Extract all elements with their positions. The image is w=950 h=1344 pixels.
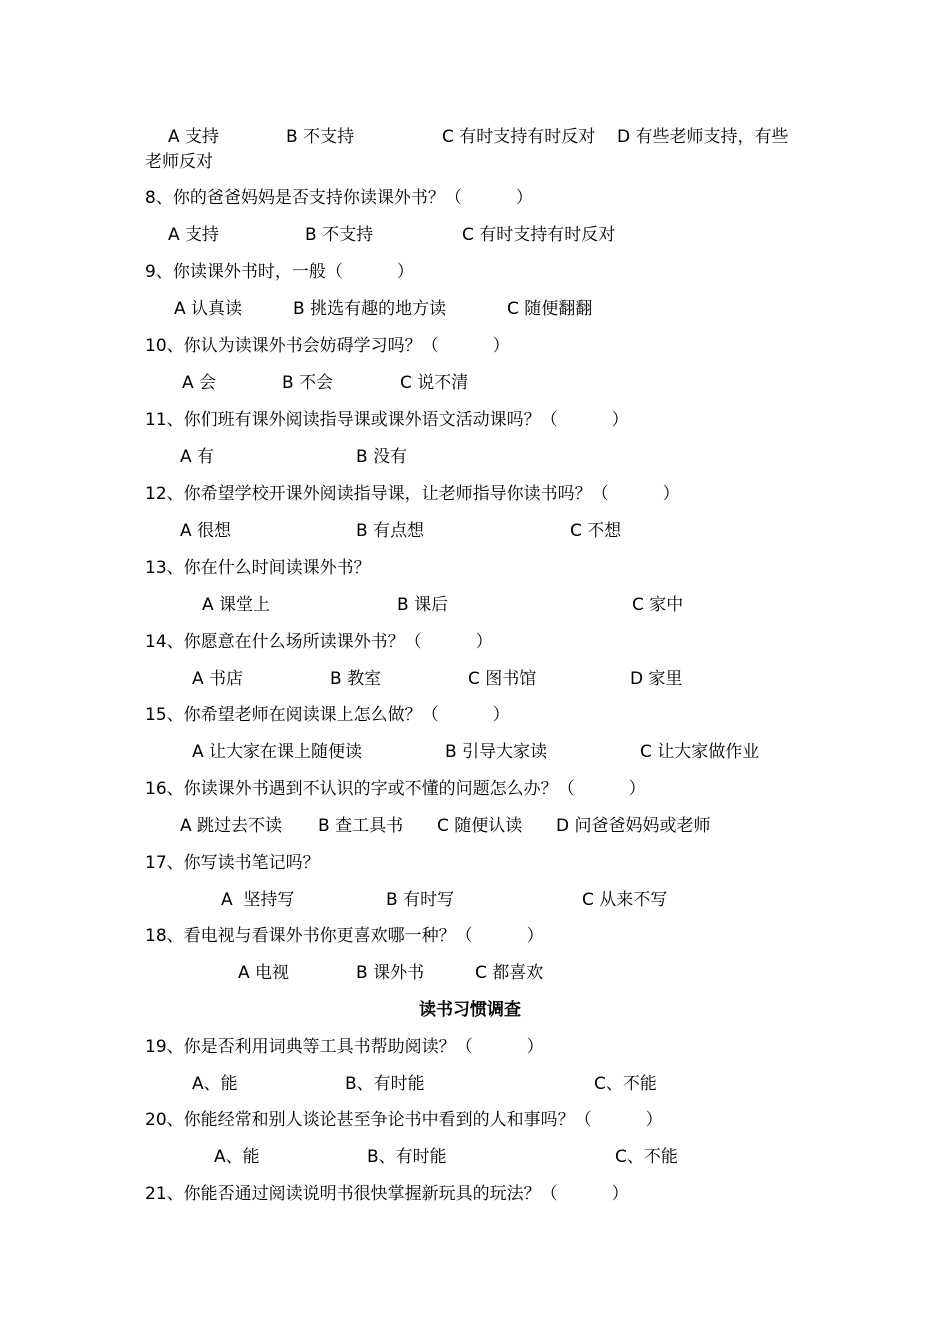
q19-option-a: A、能 — [192, 1074, 238, 1094]
q19-option-c: C、不能 — [594, 1074, 657, 1094]
q10-option-c: C 说不清 — [400, 373, 469, 393]
q7-option-a: A 支持 — [168, 127, 220, 147]
question-18: 18、看电视与看课外书你更喜欢哪一种？（ ） — [145, 926, 544, 946]
q13-option-a: A 课堂上 — [202, 595, 271, 615]
q16-option-c: C 随便认读 — [437, 816, 523, 836]
q15-option-c: C 让大家做作业 — [640, 742, 760, 762]
q13-option-b: B 课后 — [397, 595, 449, 615]
question-14: 14、你愿意在什么场所读课外书？（ ） — [145, 632, 493, 652]
question-13: 13、你在什么时间读课外书？ — [145, 558, 371, 578]
q7-option-d: D 有些老师支持，有些 — [617, 127, 789, 147]
question-20: 20、你能经常和别人谈论甚至争论书中看到的人和事吗？（ ） — [145, 1110, 663, 1130]
q9-option-c: C 随便翻翻 — [507, 299, 593, 319]
q8-option-b: B 不支持 — [305, 225, 374, 245]
q12-option-a: A 很想 — [180, 521, 232, 541]
q14-option-c: C 图书馆 — [468, 669, 537, 689]
question-21: 21、你能否通过阅读说明书很快掌握新玩具的玩法？（ ） — [145, 1184, 629, 1204]
q9-option-b: B 挑选有趣的地方读 — [293, 299, 447, 319]
q14-option-a: A 书店 — [192, 669, 244, 689]
question-8: 8、你的爸爸妈妈是否支持你读课外书？（ ） — [145, 188, 533, 208]
q9-option-a: A 认真读 — [174, 299, 243, 319]
q11-option-b: B 没有 — [356, 447, 408, 467]
q10-option-b: B 不会 — [282, 373, 334, 393]
q19-option-b: B、有时能 — [345, 1074, 425, 1094]
question-16: 16、你读课外书遇到不认识的字或不懂的问题怎么办？（ ） — [145, 779, 646, 799]
q17-option-b: B 有时写 — [386, 890, 455, 910]
q12-option-b: B 有点想 — [356, 521, 425, 541]
q13-option-c: C 家中 — [632, 595, 684, 615]
q8-option-c: C 有时支持有时反对 — [462, 225, 616, 245]
q15-option-b: B 引导大家读 — [445, 742, 548, 762]
question-17: 17、你写读书笔记吗？ — [145, 853, 320, 873]
q10-option-a: A 会 — [182, 373, 217, 393]
q20-option-a: A、能 — [214, 1147, 260, 1167]
question-10: 10、你认为读课外书会妨碍学习吗？（ ） — [145, 336, 510, 356]
q20-option-b: B、有时能 — [367, 1147, 447, 1167]
q7-option-d-continued: 老师反对 — [145, 152, 213, 172]
q14-option-b: B 教室 — [330, 669, 382, 689]
question-11: 11、你们班有课外阅读指导课或课外语文活动课吗？（ ） — [145, 410, 629, 430]
q12-option-c: C 不想 — [570, 521, 622, 541]
q17-option-c: C 从来不写 — [582, 890, 668, 910]
question-15: 15、你希望老师在阅读课上怎么做？（ ） — [145, 705, 510, 725]
q7-option-c: C 有时支持有时反对 — [442, 127, 596, 147]
q11-option-a: A 有 — [180, 447, 215, 467]
question-12: 12、你希望学校开课外阅读指导课，让老师指导你读书吗？（ ） — [145, 484, 680, 504]
q20-option-c: C、不能 — [615, 1147, 678, 1167]
q14-option-d: D 家里 — [630, 669, 683, 689]
q16-option-b: B 查工具书 — [318, 816, 404, 836]
q18-option-c: C 都喜欢 — [475, 963, 544, 983]
question-19: 19、你是否利用词典等工具书帮助阅读？（ ） — [145, 1037, 544, 1057]
q17-option-a: A 坚持写 — [221, 890, 295, 910]
q16-option-d: D 问爸爸妈妈或老师 — [556, 816, 711, 836]
q18-option-b: B 课外书 — [356, 963, 425, 983]
section-heading: 读书习惯调查 — [419, 1000, 521, 1020]
q7-option-b: B 不支持 — [286, 127, 355, 147]
q16-option-a: A 跳过去不读 — [180, 816, 283, 836]
q15-option-a: A 让大家在课上随便读 — [192, 742, 363, 762]
q18-option-a: A 电视 — [238, 963, 290, 983]
q8-option-a: A 支持 — [168, 225, 220, 245]
question-9: 9、你读课外书时，一般（ ） — [145, 262, 414, 282]
